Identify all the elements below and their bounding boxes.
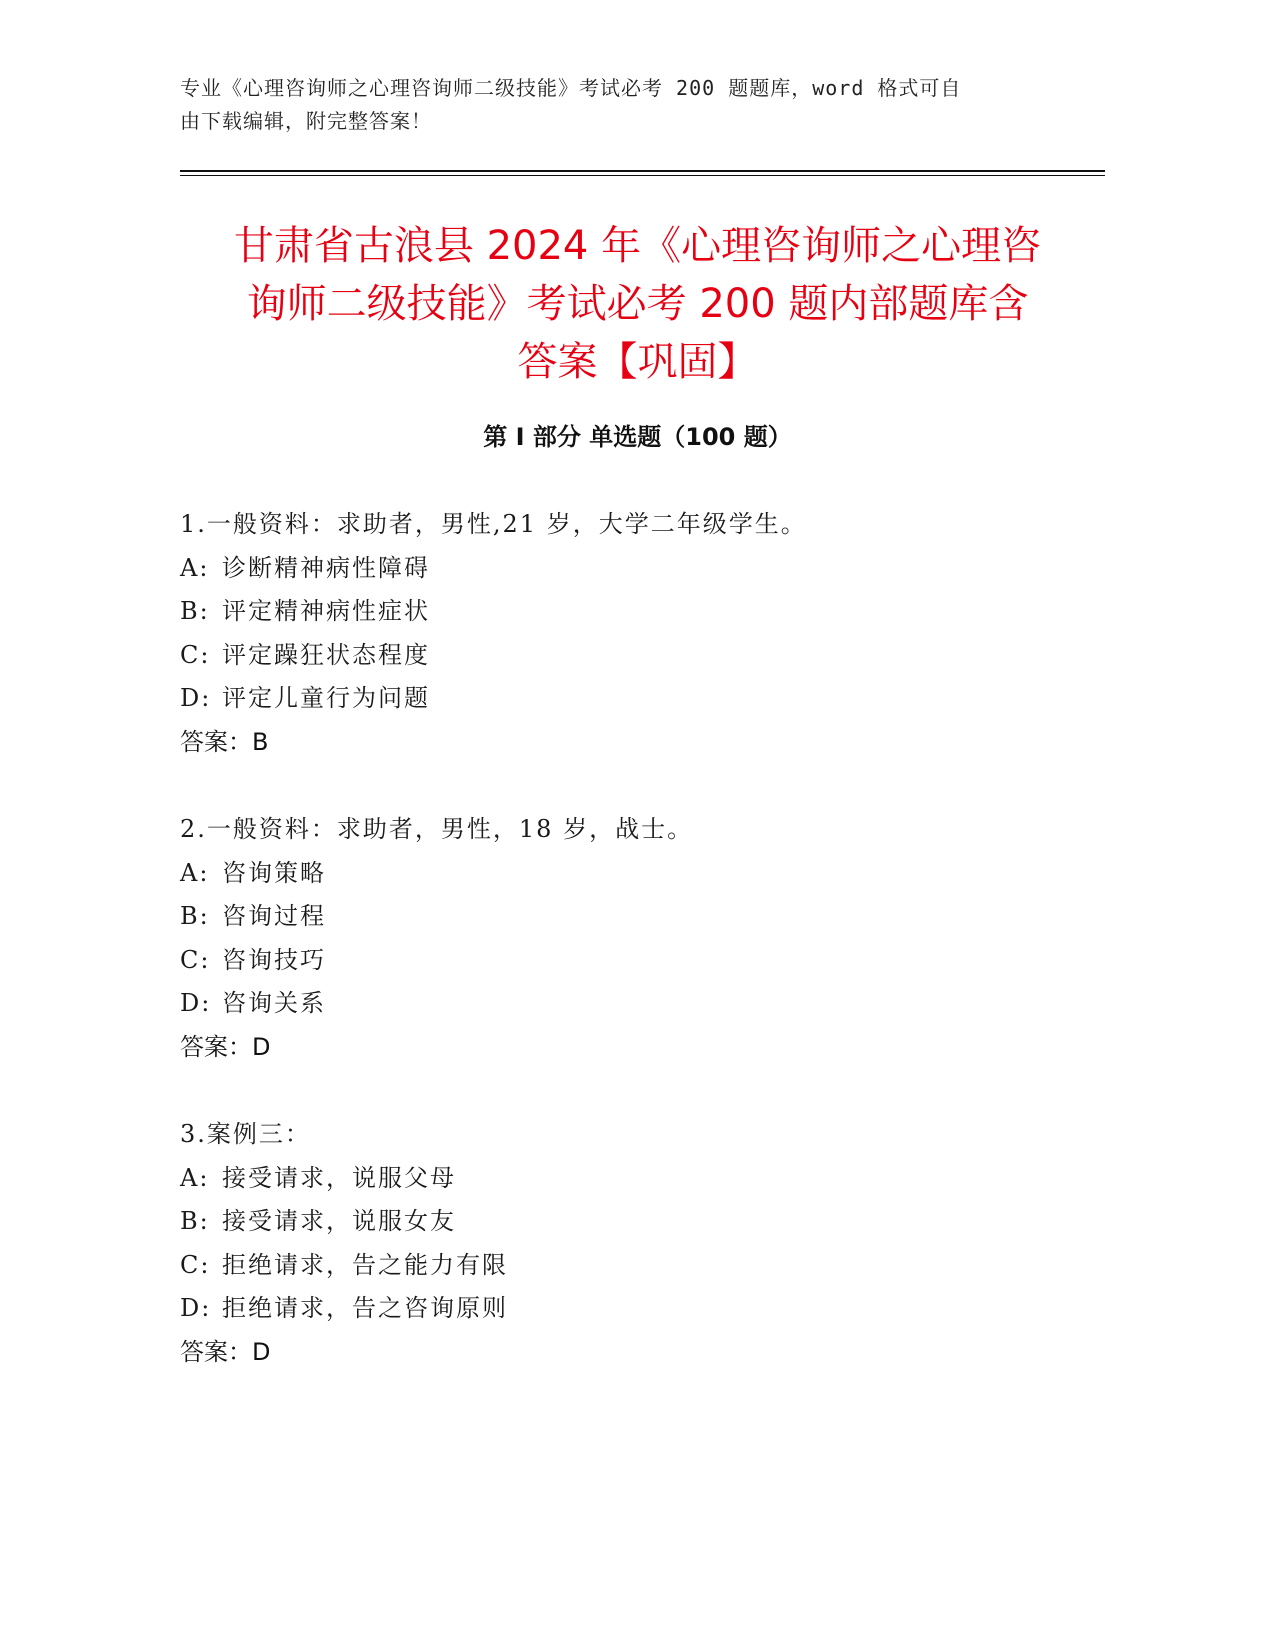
option-letter: C: [180, 1250, 211, 1279]
option-b [180, 590, 1100, 634]
header-note-line-2: 由下载编辑，附完整答案！ [180, 109, 432, 133]
option-d [180, 1287, 1100, 1331]
question-1 [180, 503, 1100, 764]
option-letter: B: [180, 597, 210, 625]
option-text: 拒绝请求，告之咨询原则 [222, 1294, 508, 1322]
option-letter: A: [180, 1163, 210, 1192]
option-d [180, 677, 1100, 721]
option-text: 咨询过程 [222, 902, 326, 930]
option-text: 接受请求，说服父母 [222, 1163, 456, 1192]
question-3 [180, 1113, 1100, 1374]
header-divider-thick [180, 170, 1105, 172]
option-text: 接受请求，说服女友 [222, 1207, 456, 1235]
option-letter: A: [180, 553, 210, 582]
option-letter: D: [180, 989, 212, 1017]
option-text: 评定精神病性症状 [222, 597, 430, 625]
option-c [180, 939, 1100, 983]
option-b [180, 895, 1100, 939]
option-text: 咨询关系 [222, 989, 326, 1017]
option-letter: D: [180, 684, 212, 712]
answer-line: 答案：B [180, 727, 269, 756]
option-text: 评定儿童行为问题 [222, 684, 430, 712]
section-heading: 第 I 部分 单选题（100 题） [483, 423, 792, 451]
option-text: 拒绝请求，告之能力有限 [222, 1250, 508, 1279]
document-title-line-3: 答案【巩固】 [517, 339, 758, 385]
option-letter: C: [180, 945, 211, 974]
option-letter: B: [180, 902, 210, 930]
header-note-line-1: 专业《心理咨询师之心理咨询师二级技能》考试必考 200 题题库，word 格式可自 [180, 76, 962, 100]
option-b [180, 1200, 1100, 1244]
option-a [180, 1157, 1100, 1201]
option-text: 评定躁狂状态程度 [222, 640, 430, 669]
option-text: 咨询技巧 [222, 945, 326, 974]
option-letter: C: [180, 640, 211, 669]
option-a [180, 547, 1100, 591]
question-stem: 3.案例三： [180, 1120, 311, 1148]
document-title-line-1: 甘肃省古浪县 2024 年《心理咨询师之心理咨 [233, 223, 1042, 269]
answer-line: 答案：D [180, 1032, 271, 1061]
option-d [180, 982, 1100, 1026]
option-c [180, 634, 1100, 678]
question-stem: 1.一般资料：求助者，男性,21 岁，大学二年级学生。 [180, 510, 807, 538]
document-title-line-2: 询师二级技能》考试必考 200 题内部题库含 [246, 281, 1029, 327]
option-text: 咨询策略 [222, 858, 326, 887]
answer-line: 答案：D [180, 1337, 271, 1366]
option-letter: B: [180, 1207, 210, 1235]
option-letter: A: [180, 858, 210, 887]
header-divider-thin [180, 175, 1105, 176]
question-2 [180, 808, 1100, 1069]
option-a [180, 852, 1100, 896]
option-letter: D: [180, 1294, 212, 1322]
question-stem: 2.一般资料：求助者，男性，18 岁，战士。 [180, 815, 694, 843]
option-text: 诊断精神病性障碍 [222, 553, 430, 582]
document-title [160, 217, 1115, 391]
header-note [180, 72, 1040, 138]
option-c [180, 1244, 1100, 1288]
